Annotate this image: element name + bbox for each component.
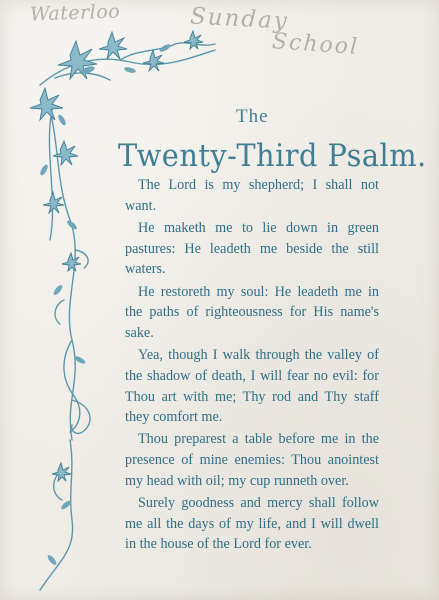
verse-1: The Lord is my shepherd; I shall not want. [125, 177, 379, 214]
verse-2: He maketh me to lie down in green pastures: He leadeth me beside the still waters. [125, 219, 379, 278]
psalm-title: Twenty-Third Psalm. [118, 138, 427, 174]
verse-3: He restoreth my soul: He leadeth me in the paths of righteousness for His name's sake. [125, 283, 379, 341]
heading-article: The [236, 106, 269, 127]
pencil-note-sunday: Sunday [189, 3, 290, 35]
verse-6: Surely goodness and mercy shall follow me all the days of my life, and I will dwell in the house of the Lord for ever. [125, 495, 379, 553]
verse-4: Yea, though I walk through the valley of the shadow of death, I will fear no evil: for Thou art with me; Thy rod and Thy staff they comfort me. [125, 347, 379, 426]
psalm-text [125, 175, 379, 557]
pencil-note-school: School [271, 28, 360, 61]
pencil-note-waterloo: Waterloo [29, 0, 121, 26]
verse-5: Thou preparest a table before me in the presence of mine enemies: Thou anointest my head with oil; my cup runneth over. [125, 431, 379, 489]
